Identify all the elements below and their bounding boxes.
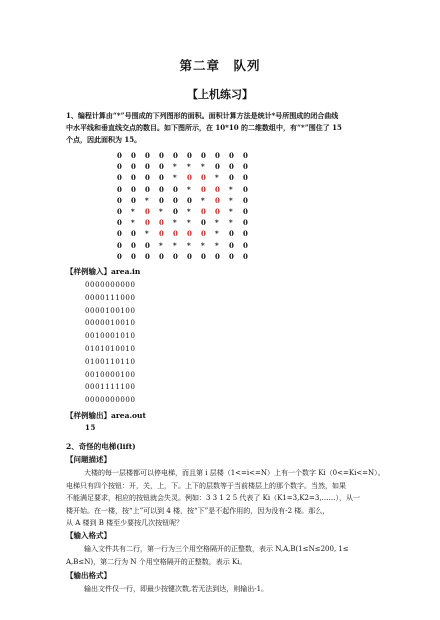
- sample-input-row: 0101010010: [85, 344, 136, 353]
- grid-cell: 0: [215, 251, 220, 261]
- grid-cell: 0: [201, 173, 206, 183]
- grid-cell: 0: [243, 184, 248, 194]
- grid-cell: 0: [159, 229, 164, 239]
- sample-input-row: 0010000100: [85, 370, 136, 379]
- grid-row: [117, 217, 257, 228]
- grid-cell: 0: [145, 162, 150, 172]
- problem2-output-line1: 输出文件仅一行，即最少按键次数,若无法到达，则输出-1。: [84, 585, 269, 593]
- grid-cell: *: [187, 206, 191, 216]
- grid-cell: 0: [117, 173, 122, 183]
- grid-cell: 0: [145, 151, 150, 160]
- grid-cell: 0: [145, 206, 150, 216]
- grid-cell: 0: [215, 151, 220, 160]
- grid-cell: *: [131, 206, 135, 216]
- grid-cell: 0: [187, 173, 192, 183]
- grid-cell: *: [229, 218, 233, 228]
- grid-cell: 0: [201, 218, 206, 228]
- grid-cell: 0: [215, 162, 220, 172]
- grid-cell: *: [201, 240, 205, 250]
- problem2-title: 2、奇怪的电梯(lift): [66, 442, 136, 451]
- grid-cell: 0: [159, 184, 164, 194]
- grid-cell: *: [215, 173, 219, 183]
- grid-cell: *: [229, 206, 233, 216]
- grid-cell: 0: [243, 251, 248, 261]
- sample-input-row: 0100110110: [85, 357, 136, 366]
- grid-cell: 0: [117, 151, 122, 160]
- grid-cell: *: [159, 240, 163, 250]
- grid-cell: *: [173, 218, 177, 228]
- grid-cell: 0: [117, 218, 122, 228]
- sample-output-label: 【样例输出】area.out: [66, 411, 146, 420]
- sample-output-value: 15: [85, 423, 96, 432]
- problem2-desc-label: 【问题描述】: [66, 455, 111, 464]
- star-grid: [117, 150, 257, 262]
- sample-input-row: 0000000000: [85, 396, 136, 405]
- grid-row: [117, 150, 257, 161]
- grid-cell: 0: [145, 218, 150, 228]
- grid-cell: 0: [131, 151, 136, 160]
- grid-cell: *: [187, 184, 191, 194]
- grid-cell: 0: [173, 206, 178, 216]
- sample-input-row: 0000010010: [85, 319, 136, 328]
- grid-cell: 0: [159, 151, 164, 160]
- grid-cell: 0: [117, 162, 122, 172]
- grid-cell: 0: [131, 162, 136, 172]
- sample-input-row: 0001111100: [85, 383, 136, 392]
- grid-cell: *: [131, 218, 135, 228]
- problem1-line3: 个点，因此面积为 15。: [66, 135, 142, 144]
- grid-cell: 0: [173, 229, 178, 239]
- grid-cell: 0: [243, 229, 248, 239]
- grid-cell: 0: [159, 218, 164, 228]
- grid-cell: 0: [131, 173, 136, 183]
- grid-cell: 0: [131, 240, 136, 250]
- problem2-input-line1: 输入文件共有二行，第一行为三个用空格隔开的正整数，表示 N,A,B(1≤N≤200, 1≤: [84, 545, 349, 553]
- grid-cell: 0: [243, 240, 248, 250]
- grid-cell: 0: [131, 195, 136, 205]
- grid-cell: 0: [215, 206, 220, 216]
- grid-cell: *: [173, 173, 177, 183]
- grid-cell: 0: [229, 251, 234, 261]
- section-title: 【上机练习】: [187, 88, 253, 101]
- problem2-desc-line2: 电梯只有四个按钮：开，关，上，下。上下的层数等于当前楼层上的那个数字。当然，如果: [66, 482, 346, 490]
- grid-cell: 0: [229, 151, 234, 160]
- sample-input-label: 【样例输入】area.in: [66, 267, 141, 276]
- problem2-output-label: 【输出格式】: [66, 571, 111, 580]
- grid-cell: 0: [117, 240, 122, 250]
- grid-cell: 0: [243, 151, 248, 160]
- grid-cell: *: [187, 162, 191, 172]
- problem2-input-line2: A,B≤N)，第二行为 N 个用空格隔开的正整数，表示 Ki。: [66, 558, 247, 566]
- grid-cell: *: [145, 229, 149, 239]
- grid-cell: *: [159, 206, 163, 216]
- grid-row: [117, 228, 257, 239]
- problem2-desc-line4: 楼开始。在一楼，按“上”可以到 4 楼，按“下”是不起作用的，因为没有-2 楼。那么，: [66, 507, 330, 515]
- grid-cell: *: [215, 229, 219, 239]
- grid-cell: *: [187, 240, 191, 250]
- grid-cell: *: [173, 240, 177, 250]
- grid-cell: 0: [131, 184, 136, 194]
- grid-cell: 0: [131, 251, 136, 261]
- grid-row: [117, 206, 257, 217]
- grid-cell: 0: [243, 162, 248, 172]
- grid-cell: 0: [187, 251, 192, 261]
- grid-cell: *: [229, 184, 233, 194]
- problem2-desc-line1: 大楼的每一层楼都可以停电梯，而且第 i 层楼（1<=i<=N）上有一个数字 Ki（0<=Ki<=N）。: [84, 469, 385, 477]
- grid-cell: 0: [229, 240, 234, 250]
- grid-cell: *: [229, 195, 233, 205]
- grid-cell: *: [215, 240, 219, 250]
- grid-cell: 0: [117, 184, 122, 194]
- grid-cell: 0: [173, 251, 178, 261]
- sample-input-row: 0000000000: [85, 281, 136, 289]
- grid-cell: 0: [187, 151, 192, 160]
- grid-cell: *: [215, 218, 219, 228]
- problem1-line1: 1、编程计算由“*”号围成的下列图形的面积。面积计算方法是统计*号所围成的闭合曲线: [66, 111, 339, 120]
- grid-cell: 0: [131, 229, 136, 239]
- grid-cell: 0: [243, 195, 248, 205]
- chapter-title: 第二章 队列: [179, 58, 261, 73]
- grid-cell: 0: [201, 229, 206, 239]
- grid-cell: 0: [145, 240, 150, 250]
- grid-cell: 0: [159, 162, 164, 172]
- grid-cell: 0: [243, 206, 248, 216]
- grid-row: [117, 161, 257, 172]
- grid-cell: 0: [215, 195, 220, 205]
- grid-cell: 0: [159, 173, 164, 183]
- grid-cell: 0: [145, 173, 150, 183]
- grid-cell: 0: [145, 184, 150, 194]
- grid-cell: 0: [159, 195, 164, 205]
- problem2-input-label: 【输入格式】: [66, 531, 111, 540]
- grid-cell: *: [201, 195, 205, 205]
- problem2-desc-line3: 不能满足要求，相应的按钮就会失灵。例如：3 3 1 2 5 代表了 Ki（K1=3,K2=3,……），从一: [66, 494, 361, 502]
- grid-cell: 0: [159, 251, 164, 261]
- grid-row: [117, 240, 257, 251]
- grid-cell: 0: [229, 162, 234, 172]
- grid-cell: *: [173, 162, 177, 172]
- grid-cell: *: [145, 195, 149, 205]
- grid-cell: 0: [187, 195, 192, 205]
- grid-cell: 0: [201, 151, 206, 160]
- grid-row: [117, 195, 257, 206]
- grid-row: [117, 172, 257, 183]
- grid-cell: *: [201, 162, 205, 172]
- sample-input-rows: [85, 279, 136, 407]
- grid-cell: *: [187, 218, 191, 228]
- grid-cell: 0: [117, 195, 122, 205]
- grid-cell: 0: [201, 251, 206, 261]
- grid-cell: 0: [117, 229, 122, 239]
- grid-cell: 0: [215, 184, 220, 194]
- sample-input-row: 0000111000: [85, 293, 136, 302]
- grid-cell: 0: [173, 195, 178, 205]
- grid-row: [117, 251, 257, 262]
- grid-cell: 0: [201, 206, 206, 216]
- sample-input-row: 0000100100: [85, 306, 136, 315]
- problem1-line2: 中水平线和垂直线交点的数目。如下图所示，在 10*10 的二维数组中，有“*”围住了 15: [66, 123, 342, 132]
- grid-cell: 0: [187, 229, 192, 239]
- grid-cell: 0: [229, 229, 234, 239]
- grid-cell: 0: [229, 173, 234, 183]
- grid-cell: 0: [173, 184, 178, 194]
- grid-cell: 0: [201, 184, 206, 194]
- grid-cell: 0: [145, 251, 150, 261]
- grid-cell: 0: [173, 151, 178, 160]
- grid-cell: 0: [117, 251, 122, 261]
- grid-cell: 0: [243, 218, 248, 228]
- grid-row: [117, 184, 257, 195]
- grid-cell: 0: [117, 206, 122, 216]
- sample-input-row: 0010001010: [85, 332, 136, 341]
- grid-cell: 0: [243, 173, 248, 183]
- problem2-desc-line5: 从 A 楼到 B 楼至少要按几次按钮呢？: [66, 519, 184, 527]
